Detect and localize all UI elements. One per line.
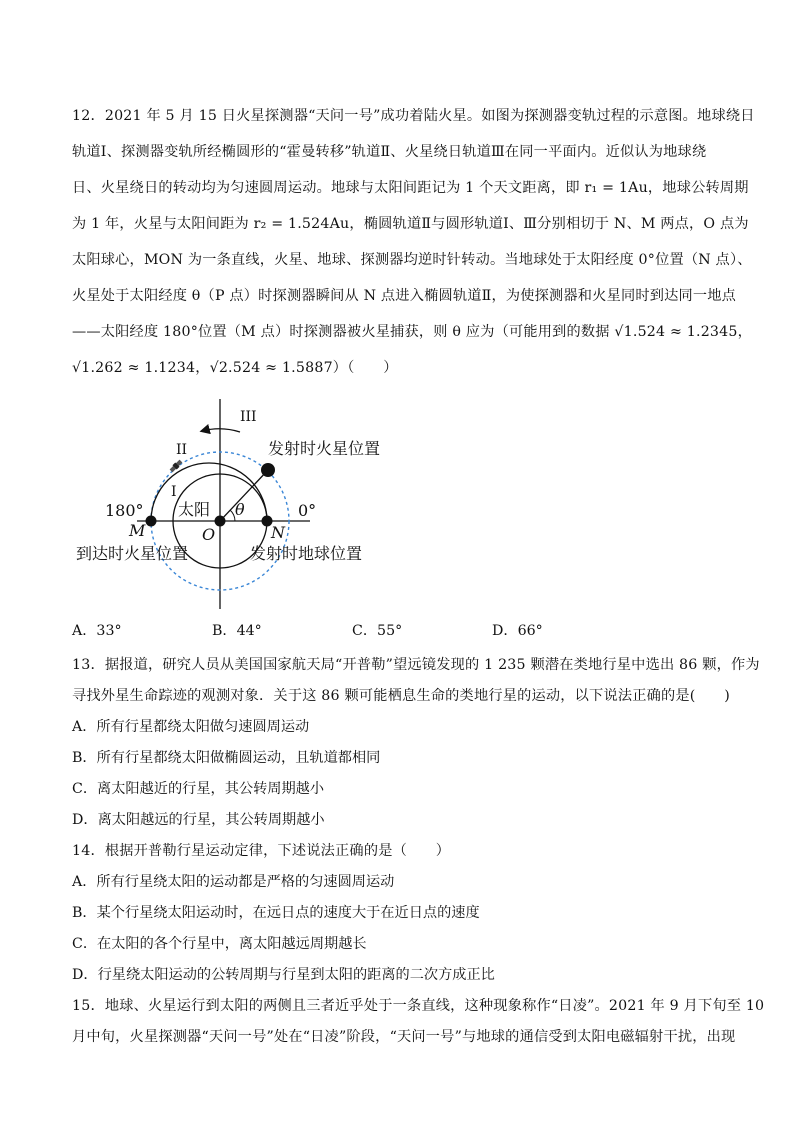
- label-mars-arrival-position: 到达时火星位置: [76, 544, 189, 563]
- label-theta: θ: [235, 500, 245, 519]
- point-p-mars: [261, 463, 275, 477]
- q12-line-3: 日、火星绕日的转动均为匀速圆周运动。地球与太阳间距记为 1 个天文距离，即 r₁ = 1Au，地球公转周期: [72, 180, 749, 196]
- label-n: N: [271, 523, 285, 542]
- label-180-degrees: 180°: [105, 501, 144, 520]
- q13-line-2: 寻找外星生命踪迹的观测对象．关于这 86 颗可能栖息生命的类地行星的运动，以下说法正确的是( ): [72, 688, 731, 704]
- question-14: [72, 836, 732, 991]
- q14-option-c: C．在太阳的各个行星中，离太阳越远周期越长: [72, 936, 367, 952]
- q12-line-1: 12．2021 年 5 月 15 日火星探测器“天问一号”成功着陆火星。如图为探测器变轨过程的示意图。地球绕日: [72, 108, 755, 124]
- q12-option-a: A．33°: [72, 623, 122, 639]
- q12-line-4: 为 1 年，火星与太阳间距为 r₂ = 1.524Au，椭圆轨道Ⅱ与圆形轨道Ⅰ、Ⅲ分别相切于 N、M 两点，O 点为: [72, 216, 749, 232]
- question-12: [72, 98, 755, 646]
- label-earth-launch-position: 发射时地球位置: [250, 544, 363, 563]
- q13-option-a: A．所有行星都绕太阳做匀速圆周运动: [72, 719, 310, 735]
- q12-options: [72, 616, 732, 646]
- point-o-sun: [215, 516, 226, 527]
- q15-line-1: 15．地球、火星运行到太阳的两侧且三者近乎处于一条直线，这种现象称作“日凌”。2021 年 9 月下旬至 10: [72, 998, 765, 1014]
- q12-line-7: ——太阳经度 180°位置（M 点）时探测器被火星捕获，则 θ 应为（可能用到的数据 √1.524 ≈ 1.2345，: [72, 324, 752, 340]
- q13-line-1: 13．据报道，研究人员从美国国家航天局“开普勒”望远镜发现的 1 235 颗潜在类地行星中选出 86 颗，作为: [72, 657, 760, 673]
- q12-option-b: B．44°: [212, 623, 262, 639]
- label-orbit-i: I: [171, 484, 177, 500]
- q14-line-1: 14．根据开普勒行星运动定律，下述说法正确的是（ ）: [72, 843, 451, 859]
- q15-line-2: 月中旬，火星探测器“天问一号”处在“日凌”阶段，“天问一号”与地球的通信受到太阳电磁辐射干扰，出现: [72, 1029, 736, 1045]
- label-orbit-iii: III: [240, 409, 257, 425]
- orbit-direction-arrow: [202, 429, 240, 432]
- q12-line-8: √1.262 ≈ 1.1234，√2.524 ≈ 1.5887）（ ）: [72, 360, 398, 376]
- label-0-degrees: 0°: [298, 501, 317, 520]
- label-m: M: [129, 521, 146, 540]
- q14-option-d: D．行星绕太阳运动的公转周期与行星到太阳的距离的二次方成正比: [72, 967, 495, 983]
- label-orbit-ii: II: [176, 442, 188, 458]
- question-13: [72, 650, 760, 836]
- orbit-diagram: [72, 394, 402, 614]
- q12-line-5: 太阳球心，MON 为一条直线，火星、地球、探测器均逆时针转动。当地球处于太阳经度 0°位置（N 点）、: [72, 252, 752, 268]
- probe-icon: [169, 459, 183, 473]
- q14-option-b: B．某个行星绕太阳运动时，在远日点的速度大于在近日点的速度: [72, 905, 480, 921]
- point-m: [146, 516, 157, 527]
- q12-option-d: D．66°: [492, 623, 543, 639]
- q13-option-d: D．离太阳越远的行星，其公转周期越小: [72, 812, 325, 828]
- q13-option-c: C．离太阳越近的行星，其公转周期越小: [72, 781, 325, 797]
- label-mars-launch-position: 发射时火星位置: [268, 439, 381, 458]
- label-o: O: [202, 525, 216, 544]
- q12-option-c: C．55°: [352, 623, 403, 639]
- question-15: [72, 991, 765, 1053]
- document-page: [72, 98, 765, 1053]
- q12-line-2: 轨道Ⅰ、探测器变轨所经椭圆形的“霍曼转移”轨道Ⅱ、火星绕日轨道Ⅲ在同一平面内。近似认为地球绕: [72, 144, 707, 160]
- label-sun: 太阳: [178, 500, 211, 519]
- q14-option-a: A．所有行星绕太阳的运动都是严格的匀速圆周运动: [72, 874, 395, 890]
- q12-line-6: 火星处于太阳经度 θ（P 点）时探测器瞬间从 N 点进入椭圆轨道Ⅱ，为使探测器和火星同时到达同一地点: [72, 288, 737, 304]
- q13-option-b: B．所有行星都绕太阳做椭圆运动，且轨道都相同: [72, 750, 381, 766]
